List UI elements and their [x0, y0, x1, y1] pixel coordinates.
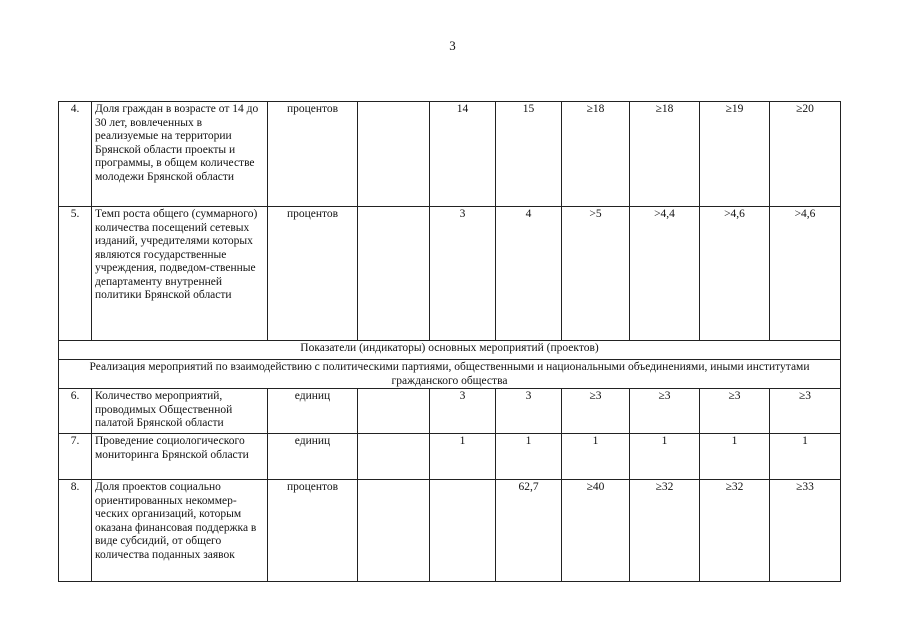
year-value-cell: 1 [562, 434, 630, 480]
year-value-cell: 14 [430, 102, 496, 207]
year-value-cell: ≥40 [562, 480, 630, 582]
indicators-table [58, 101, 841, 582]
table-row [59, 480, 841, 582]
section-header-row [59, 341, 841, 360]
section-header-row [59, 360, 841, 389]
year-value-cell: 1 [430, 434, 496, 480]
year-value-cell: 3 [430, 389, 496, 434]
year-value-cell: 1 [630, 434, 700, 480]
base-value-cell [358, 434, 430, 480]
base-value-cell [358, 102, 430, 207]
base-value-cell [358, 480, 430, 582]
section-title: Показатели (индикаторы) основных мероприятий (проектов) [59, 341, 841, 360]
year-value-cell: 1 [496, 434, 562, 480]
indicator-name: Доля проектов социально ориентированных некоммер-ческих организаций, которым оказана финансовая поддержка в виде субсидий, от общего количества поданных заявок [92, 480, 268, 582]
year-value-cell: ≥32 [700, 480, 770, 582]
table-row [59, 434, 841, 480]
year-value-cell [430, 480, 496, 582]
table-row [59, 389, 841, 434]
unit-cell: процентов [268, 102, 358, 207]
year-value-cell: ≥18 [562, 102, 630, 207]
year-value-cell: ≥3 [700, 389, 770, 434]
base-value-cell [358, 207, 430, 341]
year-value-cell: 1 [700, 434, 770, 480]
year-value-cell: ≥32 [630, 480, 700, 582]
indicator-name: Количество мероприятий, проводимых Общественной палатой Брянской области [92, 389, 268, 434]
unit-cell: единиц [268, 389, 358, 434]
indicator-name: Темп роста общего (суммарного) количества посещений сетевых изданий, учредителями которых являются государственные учреждения, подведом-ственные департаменту внутренней политики Брянской области [92, 207, 268, 341]
year-value-cell: ≥3 [770, 389, 841, 434]
year-value-cell: 3 [496, 389, 562, 434]
year-value-cell: ≥3 [630, 389, 700, 434]
base-value-cell [358, 389, 430, 434]
indicator-name: Доля граждан в возрасте от 14 до 30 лет, вовлеченных в реализуемые на территории Брянской области проекты и программы, в общем количестве молодежи Брянской области [92, 102, 268, 207]
year-value-cell: 15 [496, 102, 562, 207]
year-value-cell: ≥18 [630, 102, 700, 207]
year-value-cell: 3 [430, 207, 496, 341]
year-value-cell: >5 [562, 207, 630, 341]
row-number: 6. [59, 389, 92, 434]
row-number: 8. [59, 480, 92, 582]
row-number: 5. [59, 207, 92, 341]
year-value-cell: >4,6 [700, 207, 770, 341]
year-value-cell: 4 [496, 207, 562, 341]
table-body [59, 102, 841, 582]
year-value-cell: ≥19 [700, 102, 770, 207]
table-row [59, 102, 841, 207]
row-number: 7. [59, 434, 92, 480]
section-title: Реализация мероприятий по взаимодействию с политическими партиями, общественными и национальными объединениями, иными институтами гражданского общества [59, 360, 841, 389]
year-value-cell: ≥33 [770, 480, 841, 582]
year-value-cell: ≥3 [562, 389, 630, 434]
year-value-cell: 1 [770, 434, 841, 480]
unit-cell: процентов [268, 480, 358, 582]
page-number: 3 [449, 38, 456, 53]
year-value-cell: >4,6 [770, 207, 841, 341]
unit-cell: процентов [268, 207, 358, 341]
year-value-cell: 62,7 [496, 480, 562, 582]
year-value-cell: >4,4 [630, 207, 700, 341]
indicator-name: Проведение социологического мониторинга Брянской области [92, 434, 268, 480]
row-number: 4. [59, 102, 92, 207]
table-row [59, 207, 841, 341]
unit-cell: единиц [268, 434, 358, 480]
year-value-cell: ≥20 [770, 102, 841, 207]
